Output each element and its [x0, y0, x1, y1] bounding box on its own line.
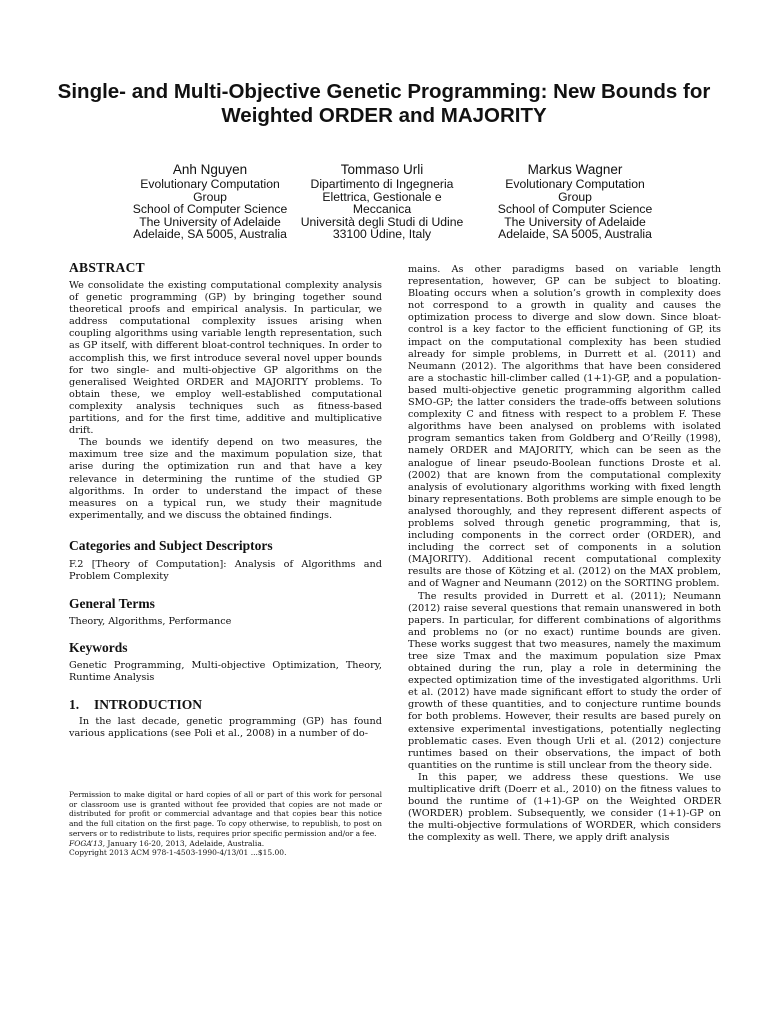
author-affiliation-line: Adelaide, SA 5005, Australia: [498, 227, 652, 242]
author-affiliation-line: Group: [558, 189, 592, 204]
author-name: Markus Wagner: [527, 162, 623, 177]
body-paragraph: The results provided in Durrett et al. (2011); Neumann (2012) raise several questions that remain unanswered in both papers. In particular, for different combinations of algorithms and problems no (or no exact) runtime bounds are given. These works suggest that two measures, namely the maximum tree size Tmax and the maximum population size Pmax obtained during the run, play a role in determining the expected optimization time of the investigated algorithms. Urli et al. (2012) have made significant effort to study the order of growth of these quantities, and to conjecture runtime bounds for both problems. However, their results are based purely on extensive experimental investigations, potentially neglecting problematic cases. Even though Urli et al. (2012) conjecture runtimes based on their observations, the impact of both quantities on the runtime is still unclear from the theory side.: [408, 590, 721, 771]
body-paragraph: In this paper, we address these questions. We use multiplicative drift (Doerr et al., 2010) on the fitness values to bound the runtime of (1+1)-GP on the Weighted ORDER (WORDER) problem. Subsequently, we consider (1+1)-GP on the multi-objective formulations of WORDER, which considers the complexity as well. There, we apply drift analysis: [408, 771, 721, 844]
section-title: INTRODUCTION: [94, 697, 203, 713]
author-affiliation-line: Evolutionary Computation: [140, 177, 280, 191]
author-affiliation-line: 33100 Udine, Italy: [332, 227, 432, 242]
author-affiliation-line: Elettrica, Gestionale e: [322, 189, 442, 204]
introduction-heading: [69, 697, 382, 713]
categories-heading: Categories and Subject Descriptors: [69, 537, 273, 553]
keywords-heading: Keywords: [69, 640, 128, 656]
author-affiliation-line: School of Computer Science: [497, 202, 653, 217]
author-affiliation-line: The University of Adelaide: [139, 214, 281, 229]
venue-line: [69, 839, 382, 849]
author-affiliation-line: School of Computer Science: [132, 202, 288, 217]
copyright-line: Copyright 2013 ACM 978-1-4503-1990-4/13/01 ...$15.00.: [69, 848, 287, 858]
author-affiliation-line: Group: [193, 189, 227, 204]
paper-title: Single- and Multi-Objective Genetic Programming: New Bounds for Weighted ORDER and MAJORITY: [57, 80, 711, 127]
abstract-heading: ABSTRACT: [69, 260, 145, 275]
venue-details: January 16-20, 2013, Adelaide, Australia.: [104, 838, 265, 848]
right-column: [408, 264, 721, 845]
author-block: [110, 162, 310, 241]
author-affiliation-line: Università degli Studi di Udine: [300, 214, 464, 229]
author-name: Anh Nguyen: [172, 162, 248, 177]
abstract-paragraph: We consolidate the existing computational complexity analysis of genetic programming (GP) by bringing together sound theoretical proofs and empirical analysis. In particular, we address computational complexity issues arising when coupling algorithms using variable length representation, such as GP itself, with different bloat-control techniques. In order to accomplish this, we first introduce several novel upper bounds for two single- and multi-objective GP algorithms on the generalised Weighted ORDER and MAJORITY problems. To obtain these, we employ well-established computational complexity analysis techniques such as fitness-based partitions, and for the first time, additive and multiplicative drift.: [69, 280, 382, 437]
left-column: [69, 260, 382, 741]
general-terms-heading: General Terms: [69, 596, 155, 612]
permission-footnote: [69, 790, 382, 858]
body-paragraph: mains. As other paradigms based on variable length representation, however, GP can be subject to bloating. Bloating occurs when a solution’s growth in complexity does not correspond to a growth in quality and causes the optimization process to diverge and slow down. Since bloat-control is a key factor to the efficient functioning of GP, its impact on the computational complexity has been studied already for simple problems, in Durrett et al. (2011) and Neumann (2012). The algorithms that have been considered are a stochastic hill-climber called (1+1)-GP, and a population-based multi-objective genetic programming algorithm called SMO-GP; the latter considers the trade-offs between solutions complexity C and fitness with respect to a problem F. These algorithms have been analysed on problems with isolated program semantics taken from Goldberg and O’Reilly (1998), namely ORDER and MAJORITY, which can be seen as the analogue of linear pseudo-Boolean functions Droste et al. (2002) that are known from the computational complexity analysis of evolutionary algorithms working with fixed length binary representations. Both problems are simple enough to be analysed thoroughly, and they represent different aspects of problems solved through genetic programming, that is, including components in the correct order (ORDER), and including the correct set of components in a solution (MAJORITY). Additional recent computational complexity results are those of Kötzing et al. (2012) on the MAX problem, and of Wagner and Neumann (2012) on the SORTING problem.: [408, 264, 721, 590]
keywords-text: Genetic Programming, Multi-objective Optimization, Theory, Runtime Analysis: [69, 660, 382, 684]
general-terms-text: Theory, Algorithms, Performance: [69, 616, 232, 628]
author-name: Tommaso Urli: [340, 162, 424, 177]
author-block: [475, 162, 675, 241]
author-affiliation-line: Evolutionary Computation: [505, 177, 645, 191]
venue-name: FOGA’13,: [69, 838, 105, 848]
author-affiliation-line: The University of Adelaide: [504, 214, 646, 229]
permission-text: Permission to make digital or hard copies of all or part of this work for personal or classroom use is granted without fee provided that copies are not made or distributed for profit or commercial advantage and that copies bear this notice and the full citation on the first page. To copy otherwise, to republish, to post on servers or to redistribute to lists, requires prior specific permission and/or a fee.: [69, 790, 382, 838]
abstract-paragraph: The bounds we identify depend on two measures, the maximum tree size and the maximum population size, that arise during the optimization run and that have a key relevance in determining the runtime of the studied GP algorithms. In order to understand the impact of these measures on a typical run, we study their magnitude experimentally, and we discuss the obtained findings.: [69, 437, 382, 521]
author-block: [282, 162, 482, 241]
introduction-paragraph: In the last decade, genetic programming (GP) has found various applications (see Poli et al., 2008) in a number of do-: [69, 716, 382, 740]
author-affiliation-line: Meccanica: [352, 202, 412, 217]
author-affiliation-line: Adelaide, SA 5005, Australia: [133, 227, 287, 242]
author-affiliation-line: Dipartimento di Ingegneria: [310, 177, 454, 191]
section-number: 1.: [69, 697, 80, 713]
categories-text: F.2 [Theory of Computation]: Analysis of Algorithms and Problem Complexity: [69, 558, 382, 582]
